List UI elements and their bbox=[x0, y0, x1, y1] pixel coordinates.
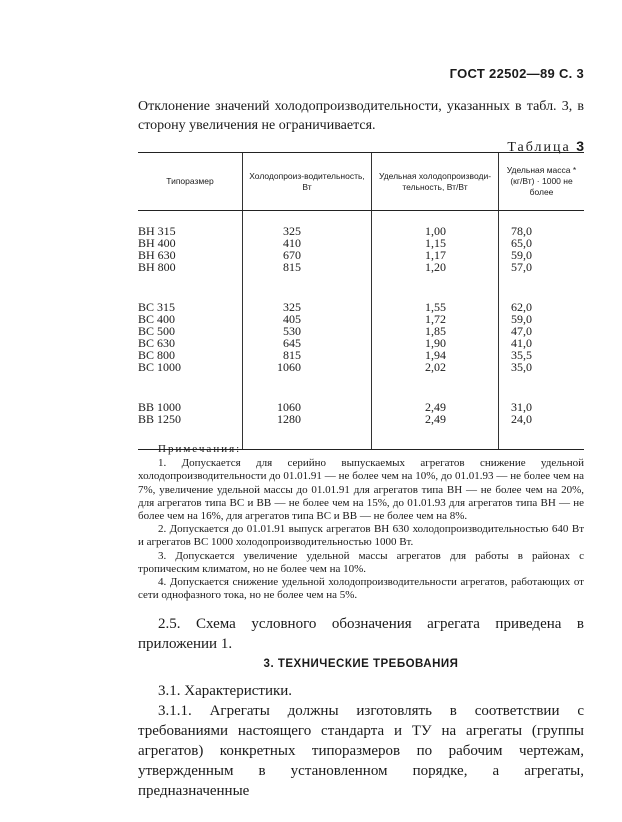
table-cell-value: 815 bbox=[283, 260, 301, 274]
table-cell-value: 41,0 bbox=[511, 336, 532, 350]
table-cell-value: 2,02 bbox=[425, 360, 446, 374]
table-cell-value: 65,0 bbox=[511, 236, 532, 250]
notes-title: Примечания: bbox=[158, 443, 242, 455]
table-cell-value: 1,00 bbox=[425, 224, 446, 238]
table-cell-value: 1,72 bbox=[425, 312, 446, 326]
table-cell-value: 1060 bbox=[277, 400, 301, 414]
table-cell-value: 645 bbox=[283, 336, 301, 350]
table-caption-number: 3 bbox=[576, 138, 584, 154]
table-row-group bbox=[138, 211, 584, 274]
type-cell bbox=[138, 273, 243, 373]
col-header-specific: Удельная холодопроизводи-тельность, Вт/Вт bbox=[372, 153, 499, 211]
col-header-capacity: Холодопроиз-водительность, Вт bbox=[243, 153, 372, 211]
table-cell-value: ВС 315 bbox=[138, 300, 176, 314]
table-cell-value: 1,90 bbox=[425, 336, 446, 350]
table-cell-value: ВС 800 bbox=[138, 348, 176, 362]
table-cell-value: ВН 315 bbox=[138, 224, 176, 238]
section-title: 3. ТЕХНИЧЕСКИЕ ТРЕБОВАНИЯ bbox=[263, 658, 459, 670]
table-caption-word: Таблица bbox=[507, 140, 571, 155]
table-notes bbox=[138, 443, 584, 602]
table-cell-value: 1,20 bbox=[425, 260, 446, 274]
capacity-cell bbox=[243, 373, 372, 450]
table-cell-value: 1060 bbox=[277, 360, 301, 374]
table-cell-value: 62,0 bbox=[511, 300, 532, 314]
table-cell-value: 31,0 bbox=[511, 400, 532, 414]
type-cell bbox=[138, 373, 243, 450]
table-cell-value: ВВ 1250 bbox=[138, 412, 182, 426]
note-4: 4. Допускается снижение удельной холодопроизводительности агрегатов, работающих от сети однофазного тока, но не более чем на 5%. bbox=[138, 576, 584, 602]
table-cell-value: 1,94 bbox=[425, 348, 446, 362]
table-cell-value: 1,15 bbox=[425, 236, 446, 250]
intro-text: Отклонение значений холодопроизводительности, указанных в табл. 3, в сторону увеличения не ограничивается. bbox=[138, 99, 584, 133]
table-cell-value: ВС 400 bbox=[138, 312, 176, 326]
table-cell-value: 325 bbox=[283, 300, 301, 314]
table-cell-value: ВВ 1000 bbox=[138, 400, 182, 414]
table-cell-value: ВС 500 bbox=[138, 324, 176, 338]
table-cell-value: 78,0 bbox=[511, 224, 532, 238]
table-cell-value: 1,17 bbox=[425, 248, 446, 262]
note-1: 1. Допускается для серийно выпускаемых агрегатов снижение удельной холодопроизводительности до 01.01.91 — не более чем на 10%, до 01.01.93 — не более чем на 7%, увеличение удельной массы до 01.01.91 для агрегатов типа ВН — не более чем на 20%, для агрегатов типа ВС и ВВ — не более чем на 15%, до 01.01.93 для агрегатов типа ВН — не более чем на 16%, для агрегатов типа ВС и ВВ — не более чем на 8%. bbox=[138, 457, 584, 523]
note-2: 2. Допускается до 01.01.91 выпуск агрегатов ВН 630 холодопроизводительностью 640 Вт и агрегатов ВС 1000 холодопроизводительностью 1000 Вт. bbox=[138, 523, 584, 549]
table-cell-value: 35,5 bbox=[511, 348, 532, 362]
paragraph-3-1-1-text: 3.1.1. Агрегаты должны изготовлять в соответствии с требованиями настоящего стандарта и ТУ на агрегаты (группы агрегатов) конкретных типоразмеров по рабочим чертежам, утвержденным в установленном порядке, а агрегаты, предназначенные bbox=[138, 703, 584, 799]
data-table bbox=[138, 152, 584, 450]
intro-paragraph bbox=[138, 97, 584, 135]
mass-cell bbox=[499, 373, 585, 450]
table-cell-value: ВС 1000 bbox=[138, 360, 182, 374]
paragraph-3-1-text: 3.1. Характеристики. bbox=[158, 683, 293, 699]
table-cell-value: 2,49 bbox=[425, 400, 446, 414]
mass-cell bbox=[499, 273, 585, 373]
note-3: 3. Допускается увеличение удельной массы агрегатов для работы в районах с тропическим климатом, но не более чем на 10%. bbox=[138, 549, 584, 575]
table-cell-value: 405 bbox=[283, 312, 301, 326]
table-cell-value: 57,0 bbox=[511, 260, 532, 274]
mass-cell bbox=[499, 211, 585, 274]
specific-cell bbox=[372, 273, 499, 373]
table-cell-value: 670 bbox=[283, 248, 301, 262]
table-cell-value: 530 bbox=[283, 324, 301, 338]
capacity-cell bbox=[243, 211, 372, 274]
table-cell-value: 24,0 bbox=[511, 412, 532, 426]
col-header-type: Типоразмер bbox=[138, 153, 243, 211]
table-cell-value: 59,0 bbox=[511, 248, 532, 262]
table-cell-value: ВН 800 bbox=[138, 260, 176, 274]
table-cell-value: ВН 630 bbox=[138, 248, 176, 262]
table-body bbox=[138, 211, 584, 450]
table-cell-value: 1280 bbox=[277, 412, 301, 426]
capacity-cell bbox=[243, 273, 372, 373]
table-cell-value: 1,55 bbox=[425, 300, 446, 314]
table-cell-value: ВС 630 bbox=[138, 336, 176, 350]
paragraph-2-5-text: 2.5. Схема условного обозначения агрегата приведена в приложении 1. bbox=[138, 616, 584, 652]
running-head: ГОСТ 22502—89 С. 3 bbox=[449, 66, 584, 81]
table-cell-value: 47,0 bbox=[511, 324, 532, 338]
type-cell bbox=[138, 211, 243, 274]
paragraph-3-1-1 bbox=[138, 701, 584, 801]
col-header-mass: Удельная масса * (кг/Вт) · 1000 не более bbox=[499, 153, 585, 211]
table-cell-value: 1,85 bbox=[425, 324, 446, 338]
table-cell-value: 59,0 bbox=[511, 312, 532, 326]
table-cell-value: 2,49 bbox=[425, 412, 446, 426]
table-header-row bbox=[138, 153, 584, 211]
paragraph-2-5 bbox=[138, 614, 584, 654]
table-cell-value: 410 bbox=[283, 236, 301, 250]
specific-cell bbox=[372, 211, 499, 274]
table-cell-value: ВН 400 bbox=[138, 236, 176, 250]
specific-cell bbox=[372, 373, 499, 450]
paragraph-3-1 bbox=[138, 681, 584, 701]
table-cell-value: 35,0 bbox=[511, 360, 532, 374]
table-cell-value: 325 bbox=[283, 224, 301, 238]
table-cell-value: 815 bbox=[283, 348, 301, 362]
table-row-group bbox=[138, 273, 584, 373]
table-row-group bbox=[138, 373, 584, 450]
